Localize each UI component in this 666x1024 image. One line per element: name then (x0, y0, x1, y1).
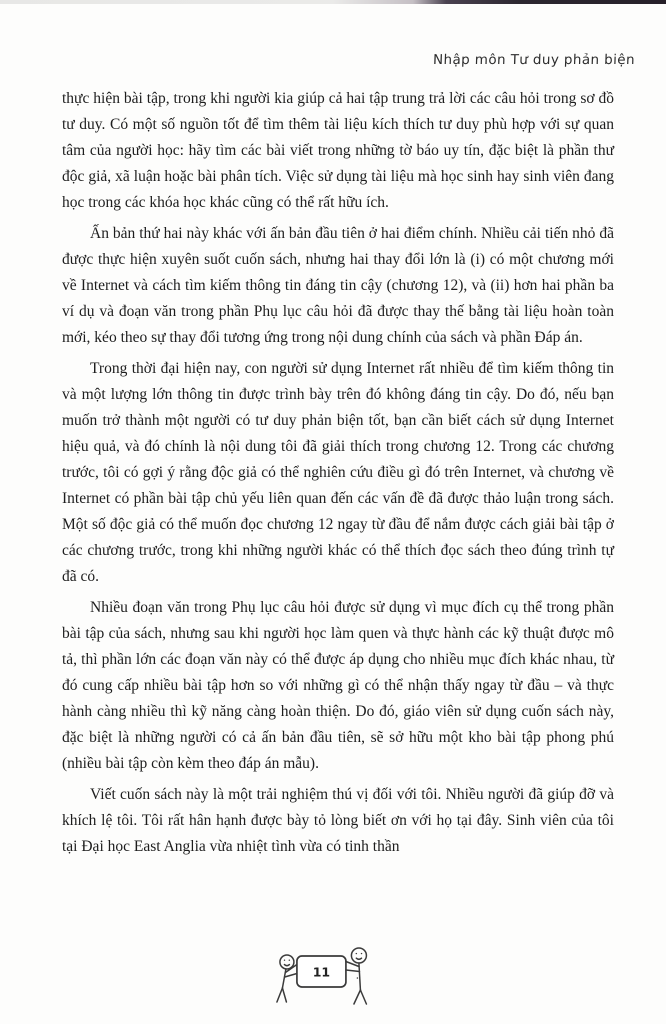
page-footer (260, 940, 386, 1008)
running-header: Nhập môn Tư duy phản biện (432, 52, 636, 68)
stick-figure-right-icon (346, 948, 367, 1004)
paragraph: Viết cuốn sách này là một trải nghiệm thú vị đối với tôi. Nhiều người đã giúp đỡ và khích lệ tôi. Tôi rất hân hạnh được bày tỏ lòng biết ơn với họ tại đây. Sinh viên của tôi tại Đại học East Anglia vừa nhiệt tình vừa có tinh thần (62, 786, 614, 855)
paragraph: Ấn bản thứ hai này khác với ấn bản đầu tiên ở hai điểm chính. Nhiều cải tiến nhỏ đã được thực hiện xuyên suốt cuốn sách, nhưng hai thay đổi lớn là (i) có một chương mới về Internet và cách tìm kiếm thông tin đáng tin cậy (chương 12), và (ii) hơn hai phần ba ví dụ và đoạn văn trong phần Phụ lục câu hỏi đã được thay thế bằng tài liệu hoàn toàn mới, kéo theo sự thay đổi tương ứng trong nội dung chính của sách và phần Đáp án. (62, 225, 614, 346)
page-number-sign (297, 956, 346, 987)
page-number: 11 (312, 964, 331, 980)
page-number-illustration (260, 940, 386, 1008)
paragraph: Trong thời đại hiện nay, con người sử dụng Internet rất nhiều để tìm kiếm thông tin và một lượng lớn thông tin được trình bày trên đó không đáng tin cậy. Do đó, nếu bạn muốn trở thành một người có tư duy phản biện tốt, bạn cần biết cách sử dụng Internet hiệu quả, và đó chính là nội dung tôi đã giải thích trong chương 12. Trong các chương trước, tôi có gợi ý rằng độc giả có thể nghiên cứu điều gì đó trên Internet, và chương về Internet có phần bài tập chủ yếu liên quan đến các vấn đề đã được thảo luận trong sách. Một số độc giả có thể muốn đọc chương 12 ngay từ đầu để nắm được cách giải bài tập ở các chương trước, trong khi những người khác có thể thích đọc sách theo đúng trình tự đã có. (62, 360, 614, 585)
page-body (62, 86, 614, 865)
stick-figure-left-icon (277, 955, 297, 1002)
scan-edge-artifact (0, 0, 666, 4)
paragraph: Nhiều đoạn văn trong Phụ lục câu hỏi được sử dụng vì mục đích cụ thể trong phần bài tập của sách, nhưng sau khi người học làm quen và thực hành các kỹ thuật được mô tả, thì phần lớn các đoạn văn này có thể được áp dụng cho nhiều mục đích khác nhau, từ đó cung cấp nhiều bài tập hơn so với những gì có thể nhận thấy ngay từ đầu – và thực hành càng nhiều thì kỹ năng càng hoàn thiện. Do đó, giáo viên sử dụng cuốn sách này, đặc biệt là những người có cả ấn bản đầu tiên, sẽ sở hữu một kho bài tập phong phú (nhiều bài tập còn kèm theo đáp án mẫu). (62, 599, 614, 772)
paragraph: thực hiện bài tập, trong khi người kia giúp cả hai tập trung trả lời các câu hỏi trong sơ đồ tư duy. Có một số nguồn tốt để tìm thêm tài liệu kích thích tư duy phù hợp với sự quan tâm của người học: hãy tìm các bài viết trong những tờ báo uy tín, đặc biệt là phần thư độc giả, xã luận hoặc bài phân tích. Việc sử dụng tài liệu mà học sinh hay sinh viên đang học trong các khóa học khác cũng có thể rất hữu ích. (62, 90, 614, 211)
